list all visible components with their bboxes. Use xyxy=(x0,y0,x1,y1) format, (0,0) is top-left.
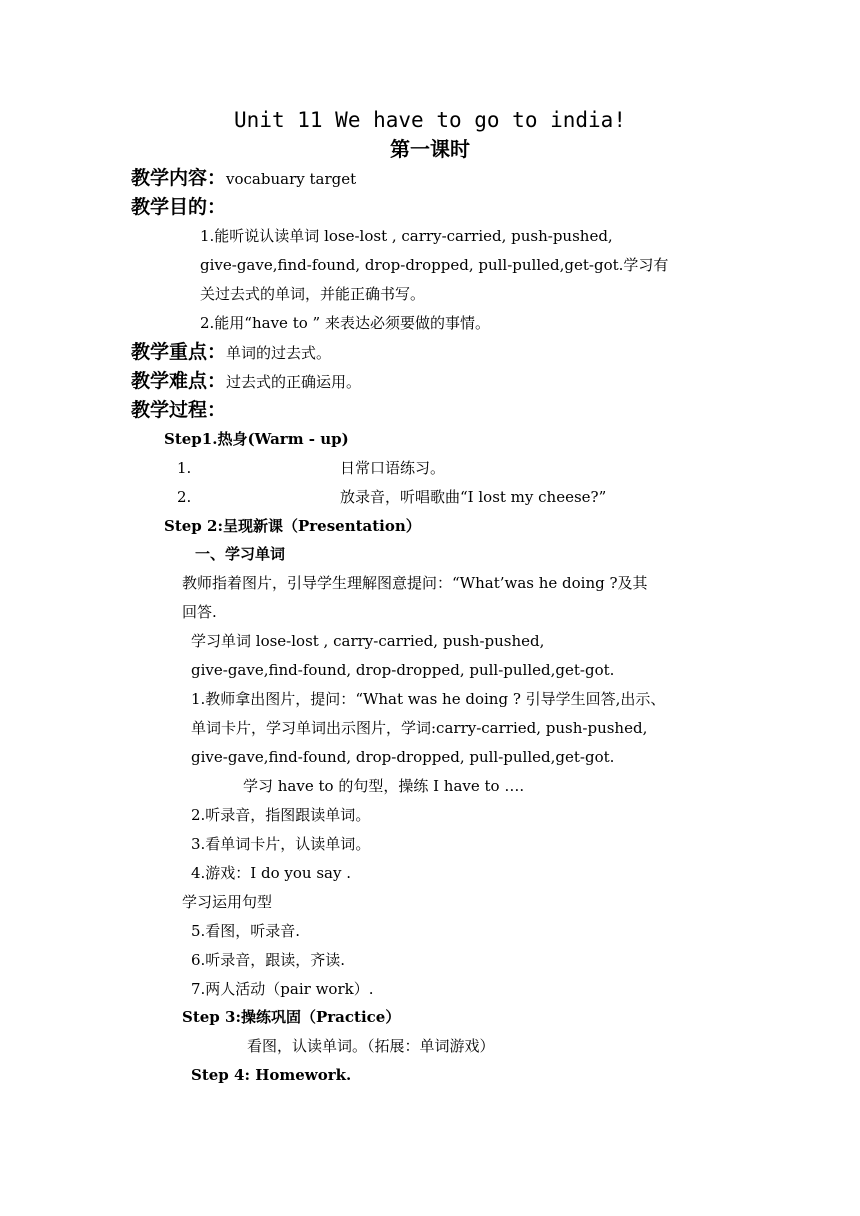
step2-heading: Step 2:呈现新课（Presentation） xyxy=(164,517,421,535)
key-point-value: 单词的过去式。 xyxy=(226,344,332,362)
content-row xyxy=(131,169,356,188)
step1-item2-text: 放录音，听唱歌曲“I lost my cheese?” xyxy=(340,488,607,506)
key-point-label: 教学重点： xyxy=(131,341,227,363)
step2-line-15: 7.两人活动（pair work）. xyxy=(191,980,374,998)
content-label: 教学内容： xyxy=(131,167,227,189)
process-label: 教学过程： xyxy=(131,399,227,421)
goals-line-3: 关过去式的单词，并能正确书写。 xyxy=(200,285,426,303)
document-title: Unit 11 We have to go to india! xyxy=(234,108,626,132)
step1-item2-number: 2. xyxy=(177,488,192,506)
step3-line-1: 看图，认读单词。（拓展：单词游戏） xyxy=(247,1037,495,1055)
step2-line-1: 教师指着图片，引导学生理解图意提问：“What’was he doing ?及其 xyxy=(182,574,648,592)
step3-heading: Step 3:操练巩固（Practice） xyxy=(182,1008,401,1026)
step2-line-9: 2.听录音，指图跟读单词。 xyxy=(191,806,371,824)
step2-line-6: 单词卡片，学习单词出示图片，学词:carry-carried, push-pushed, xyxy=(191,719,648,737)
step2-line-14: 6.听录音，跟读，齐读. xyxy=(191,951,346,969)
step2-line-13: 5.看图，听录音. xyxy=(191,922,301,940)
step4-heading: Step 4: Homework. xyxy=(191,1066,352,1084)
difficulty-label: 教学难点： xyxy=(131,370,227,392)
step2-line-4: give-gave,find-found, drop-dropped, pull-pulled,get-got. xyxy=(191,661,615,679)
step2-line-2: 回答. xyxy=(182,603,217,621)
difficulty-value: 过去式的正确运用。 xyxy=(226,373,362,391)
goals-line-1: 1.能听说认读单词 lose-lost , carry-carried, push-pushed, xyxy=(200,227,613,245)
lesson-subtitle: 第一课时 xyxy=(390,137,470,161)
step2-line-3: 学习单词 lose-lost , carry-carried, push-pushed, xyxy=(191,632,545,650)
step2-line-8: 学习 have to 的句型，操练 I have to …. xyxy=(243,777,525,795)
step1-heading: Step1.热身(Warm - up) xyxy=(164,430,349,448)
difficulty-row xyxy=(131,372,361,391)
goals-label: 教学目的： xyxy=(131,196,227,218)
step1-item1-number: 1. xyxy=(177,459,192,477)
content-value: vocabuary target xyxy=(226,170,357,188)
step2-subheading: 一、学习单词 xyxy=(195,545,286,563)
step2-line-10: 3.看单词卡片，认读单词。 xyxy=(191,835,371,853)
goals-line-2: give-gave,find-found, drop-dropped, pull-pulled,get-got.学习有 xyxy=(200,256,669,274)
step2-line-11: 4.游戏：I do you say . xyxy=(191,864,351,882)
key-point-row xyxy=(131,343,331,362)
step2-line-7: give-gave,find-found, drop-dropped, pull-pulled,get-got. xyxy=(191,748,615,766)
step2-line-12: 学习运用句型 xyxy=(182,893,273,911)
step2-line-5: 1.教师拿出图片，提问：“What was he doing ? 引导学生回答,出示、 xyxy=(191,690,666,708)
step1-item1-text: 日常口语练习。 xyxy=(340,459,446,477)
goals-line-4: 2.能用“have to ” 来表达必须要做的事情。 xyxy=(200,314,490,332)
